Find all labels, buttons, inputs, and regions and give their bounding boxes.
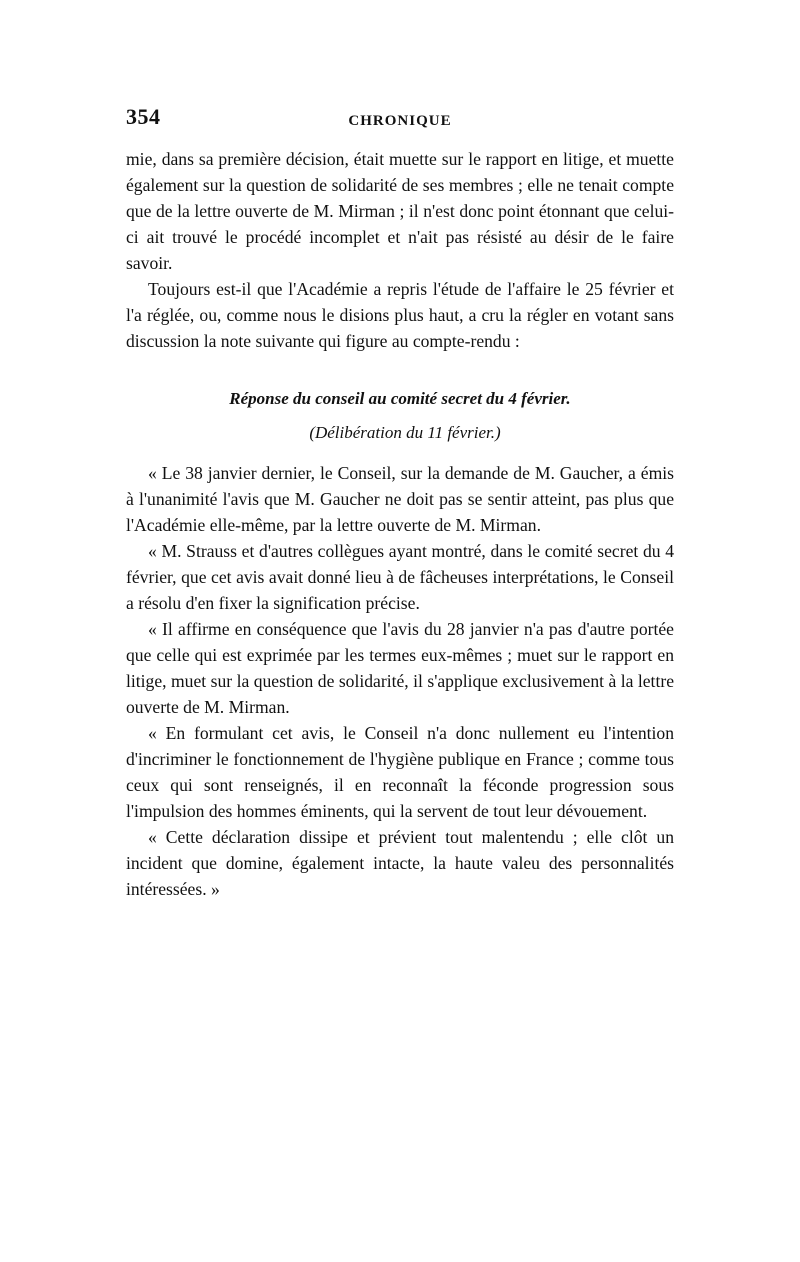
section-heading — [126, 382, 674, 450]
book-page — [126, 104, 674, 902]
quote-paragraph-2: « M. Strauss et d'autres collègues ayant montré, dans le comité secret du 4 février, que cet avis avait donné lieu à de fâcheuses interprétations, le Conseil a résolu d'en fixer la signification précise. — [126, 541, 674, 613]
quote-paragraph-3: « Il affirme en conséquence que l'avis du 28 janvier n'a pas d'autre portée que celle qui est exprimée par les termes eux-mêmes ; muet sur le rapport en litige, muet sur la question de solidarité, il s'applique exclusivement à la lettre ouverte de M. Mirman. — [126, 619, 674, 717]
quote-paragraph-4: « En formulant cet avis, le Conseil n'a donc nullement eu l'intention d'incriminer le fonctionnement de l'hygiène publique en France ; comme tous ceux qui sont renseignés, il en reconnaît la féconde progression sous l'impulsion des hommes éminents, qui la servent de tout leur dévouement. — [126, 723, 674, 821]
paragraph-intro: Toujours est-il que l'Académie a repris l'étude de l'affaire le 25 février et l'a réglée, ou, comme nous le disions plus haut, a cru la régler en votant sans discussion la note suivante qui figure au compte-rendu : — [126, 279, 674, 351]
heading-subtitle: (Délibération du 11 février.) — [309, 423, 501, 442]
quote-paragraph-5: « Cette déclaration dissipe et prévient tout malentendu ; elle clôt un incident que domine, également intacte, la haute valeu des personnalités intéressées. » — [126, 827, 674, 899]
page-number: 354 — [126, 104, 161, 129]
page-header — [126, 104, 674, 146]
heading-title: Réponse du conseil au comité secret du 4 février. — [229, 389, 571, 408]
running-head: CHRONIQUE — [348, 113, 452, 129]
quote-paragraph-1: « Le 38 janvier dernier, le Conseil, sur la demande de M. Gaucher, a émis à l'unanimité l'avis que M. Gaucher ne doit pas se sentir atteint, pas plus que l'Académie elle-même, par la lettre ouverte de M. Mirman. — [126, 463, 674, 535]
paragraph-continuation: mie, dans sa première décision, était muette sur le rapport en litige, et muette également sur la question de solidarité de ses membres ; elle ne tenait compte que de la lettre ouverte de M. Mirman ; il n'est donc point étonnant que celui-ci ait trouvé le procédé incomplet et n'ait pas résisté au désir de le faire savoir. — [126, 149, 674, 273]
